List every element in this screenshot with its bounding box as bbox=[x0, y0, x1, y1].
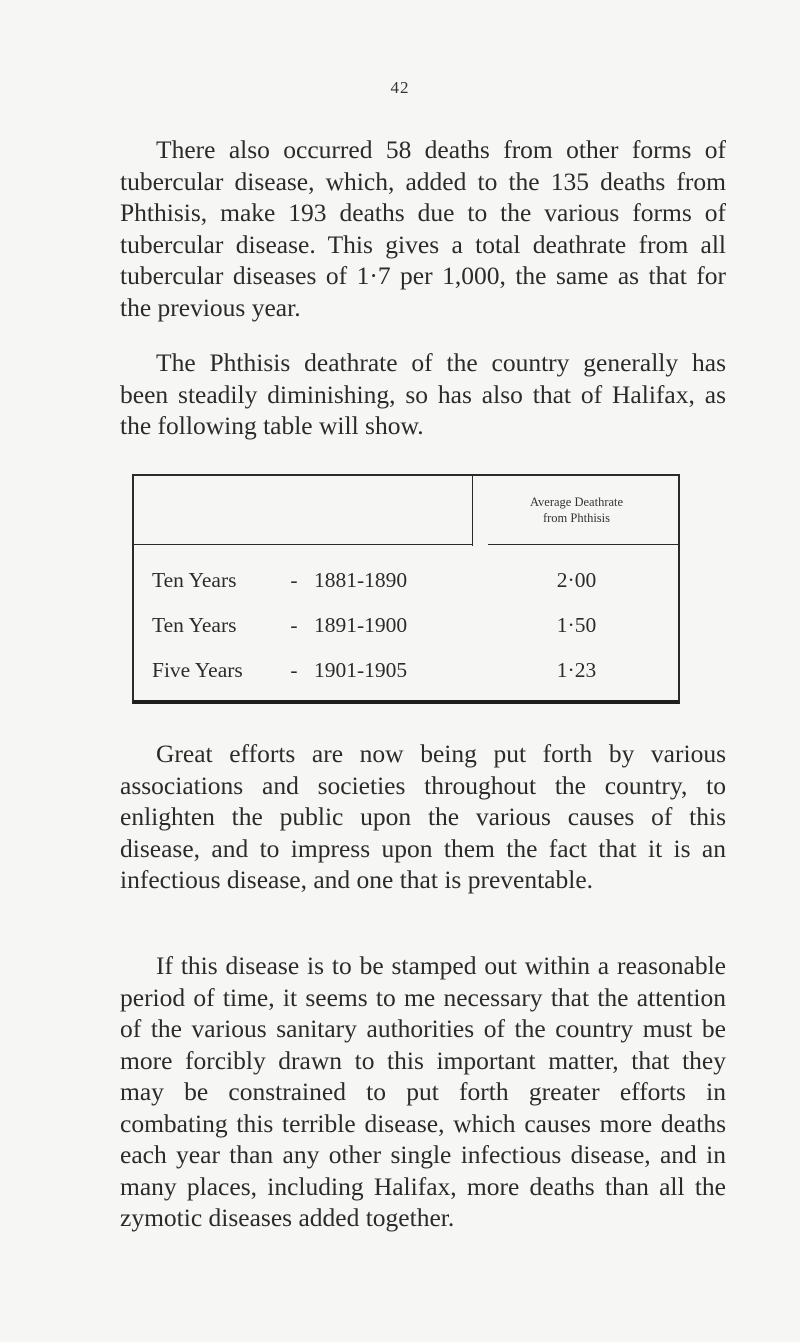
page-number: 42 bbox=[390, 78, 410, 97]
row-dash: - bbox=[290, 568, 298, 592]
row-years: 1881-1890 bbox=[314, 568, 408, 592]
row-period: Five Years bbox=[152, 658, 243, 682]
header-rule-left bbox=[134, 544, 473, 545]
row-period: Ten Years bbox=[152, 613, 237, 637]
paragraph-stamped-out: If this disease is to be stamped out within a reasonable period of time, it seems to me necessary that the attention of the various sanitary authorities of the country must be more forcibly drawn to this important matter, that they may be constrained to put forth greater efforts in combating this terrible disease, which causes more deaths each year than any other single infectious disease, and in many places, including Halifax, more deaths than all the zymotic diseases added together. bbox=[120, 951, 726, 1232]
table-row bbox=[134, 565, 680, 595]
paragraph-tubercular-deaths: There also occurred 58 deaths from other forms of tubercular disease, which, added to the 135 deaths from Phthisis, make 193 deaths due to the various forms of tubercular disease. This gives a total deathrate from all tubercular diseases of 1·7 per 1,000, the same as that for the previous year. bbox=[120, 135, 726, 322]
row-years: 1901-1905 bbox=[314, 658, 408, 682]
row-years: 1891-1900 bbox=[314, 613, 408, 637]
column-header-line-1: Average Deathrate bbox=[529, 495, 624, 509]
column-header-average-deathrate bbox=[473, 494, 680, 526]
paragraph-great-efforts: Great efforts are now being put forth by various associations and societies throughout the country, to enlighten the public upon the various causes of this disease, and to impress upon them the fact that it is an infectious disease, and one that is preventable. bbox=[120, 739, 726, 894]
row-rate: 2·00 bbox=[556, 568, 597, 592]
row-rate: 1·23 bbox=[556, 658, 597, 682]
paragraph-phthisis-trend: The Phthisis deathrate of the country generally has been steadily diminishing, so has also that of Halifax, as the following table will show. bbox=[120, 348, 726, 440]
row-rate: 1·50 bbox=[556, 613, 597, 637]
phthisis-deathrate-table bbox=[132, 474, 680, 704]
header-rule-right bbox=[488, 544, 680, 545]
table-row bbox=[134, 655, 680, 685]
column-header-line-2: from Phthisis bbox=[542, 511, 611, 525]
row-period: Ten Years bbox=[152, 568, 237, 592]
row-dash: - bbox=[290, 658, 298, 682]
table-row bbox=[134, 610, 680, 640]
row-dash: - bbox=[290, 613, 298, 637]
